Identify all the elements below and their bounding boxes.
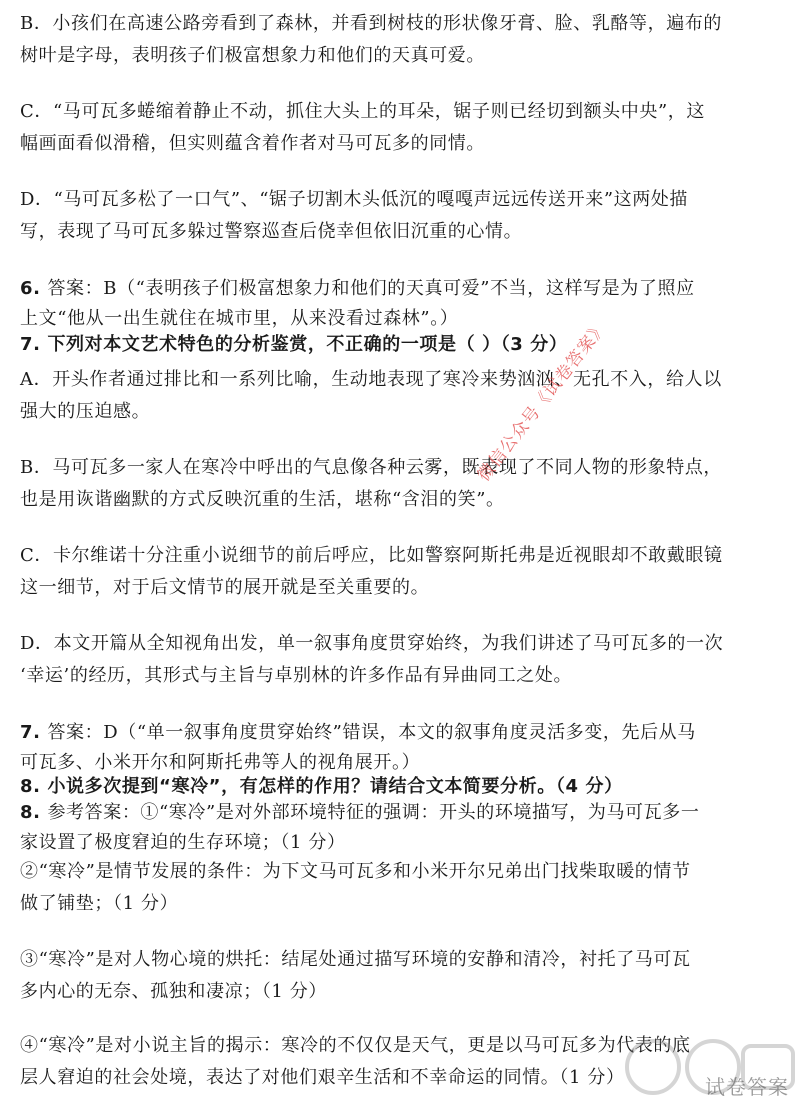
question-number: 6. <box>20 278 48 299</box>
paragraph <box>20 540 792 604</box>
line-text: D．本文开篇从全知视角出发，单一叙事角度贯穿始终，为我们讲述了马可瓦多的一次 <box>20 633 724 654</box>
line-text: ④“寒冷”是对小说主旨的揭示：寒冷的不仅仅是天气，更是以马可瓦多为代表的底 <box>20 1035 691 1056</box>
text-line <box>20 216 792 248</box>
paragraph <box>20 452 792 516</box>
line-text: 也是用诙谐幽默的方式反映沉重的生活，堪称“含泪的笑”。 <box>20 489 505 510</box>
line-text: 可瓦多、小米开尔和阿斯托弗等人的视角展开。） <box>20 752 421 773</box>
line-text: 多内心的无奈、孤独和凄凉；（1 分） <box>20 981 327 1002</box>
line-text: 树叶是字母，表明孩子们极富想象力和他们的天真可爱。 <box>20 45 485 66</box>
line-text: C．“马可瓦多蜷缩着静止不动，抓住大头上的耳朵，锯子则已经切到额头中央”，这 <box>20 101 705 122</box>
line-text: 家设置了极度窘迫的生存环境；（1 分） <box>20 832 346 853</box>
text-line <box>20 628 792 660</box>
text-line <box>20 396 792 428</box>
line-text: 幅画面看似滑稽，但实则蕴含着作者对马可瓦多的同情。 <box>20 133 485 154</box>
line-text: 答案：D（“单一叙事角度贯穿始终”错误，本文的叙事角度灵活多变，先后从马 <box>47 722 696 743</box>
text-line <box>20 184 792 216</box>
line-text: ②“寒冷”是情节发展的条件：为下文马可瓦多和小米开尔兄弟出门找柴取暖的情节 <box>20 861 691 882</box>
line-text: 做了铺垫；（1 分） <box>20 893 179 914</box>
paragraph <box>20 718 792 778</box>
paragraph <box>20 798 792 858</box>
paragraph <box>20 944 792 1008</box>
text-line <box>20 888 792 920</box>
text-line <box>20 540 792 572</box>
question-number: 7. <box>20 334 48 355</box>
line-text: C．卡尔维诺十分注重小说细节的前后呼应，比如警察阿斯托弗是近视眼却不敢戴眼镜 <box>20 545 723 566</box>
line-text: A．开头作者通过排比和一系列比喻，生动地表现了寒冷来势汹汹、无孔不入，给人以 <box>20 369 722 390</box>
text-line <box>20 828 792 858</box>
text-line <box>20 660 792 692</box>
paragraph <box>20 364 792 428</box>
paragraph <box>20 8 792 72</box>
text-line <box>20 128 792 160</box>
line-text: 小说多次提到“寒冷”，有怎样的作用？请结合文本简要分析。（4 分） <box>47 776 623 797</box>
line-text: 写，表现了马可瓦多躲过警察巡查后侥幸但依旧沉重的心情。 <box>20 221 523 242</box>
question-number: 8. <box>20 776 48 797</box>
text-line <box>20 330 792 360</box>
text-line <box>20 484 792 516</box>
line-text: ③“寒冷”是对人物心境的烘托：结尾处通过描写环境的安静和清冷，衬托了马可瓦 <box>20 949 691 970</box>
text-line <box>20 944 792 976</box>
paragraph <box>20 856 792 920</box>
text-line <box>20 364 792 396</box>
logo-text: 试卷答案 <box>705 1075 789 1099</box>
question-number: 7. <box>20 722 48 743</box>
paragraph <box>20 330 792 360</box>
line-text: 答案：B（“表明孩子们极富想象力和他们的天真可爱”不当，这样写是为了照应 <box>47 278 695 299</box>
line-text: 这一细节，对于后文情节的展开就是至关重要的。 <box>20 577 430 598</box>
line-text: 参考答案：①“寒冷”是对外部环境特征的强调：开头的环境描写，为马可瓦多一 <box>47 802 700 823</box>
text-line <box>20 8 792 40</box>
text-line <box>20 452 792 484</box>
line-text: D．“马可瓦多松了一口气”、“锯子切割木头低沉的嘎嘎声远远传送开来”这两处描 <box>20 189 689 210</box>
text-line <box>20 274 792 304</box>
text-line <box>20 856 792 888</box>
line-text: B．马可瓦多一家人在寒冷中呼出的气息像各种云雾，既表现了不同人物的形象特点， <box>20 457 723 478</box>
watermark-text: 微信公众号《试卷答案》 <box>473 317 612 486</box>
text-line <box>20 718 792 748</box>
line-text: 下列对本文艺术特色的分析鉴赏，不正确的一项是（ ）（3 分） <box>47 334 568 355</box>
line-text: 层人窘迫的社会处境，表达了对他们艰辛生活和不幸命运的同情。（1 分） <box>20 1067 625 1088</box>
line-text: 上文“他从一出生就住在城市里，从来没看过森林”。） <box>20 308 459 329</box>
paragraph <box>20 96 792 160</box>
text-line <box>20 40 792 72</box>
question-number: 8. <box>20 802 48 823</box>
line-text: B．小孩们在高速公路旁看到了森林，并看到树枝的形状像牙膏、脸、乳酪等，遍布的 <box>20 13 723 34</box>
paragraph <box>20 628 792 692</box>
line-text: 强大的压迫感。 <box>20 401 151 422</box>
text-line <box>20 976 792 1008</box>
paragraph <box>20 184 792 248</box>
text-line <box>20 798 792 828</box>
paragraph <box>20 274 792 334</box>
text-line <box>20 96 792 128</box>
text-line <box>20 572 792 604</box>
line-text: ‘幸运’的经历，其形式与主旨与卓别林的许多作品有异曲同工之处。 <box>20 665 573 686</box>
